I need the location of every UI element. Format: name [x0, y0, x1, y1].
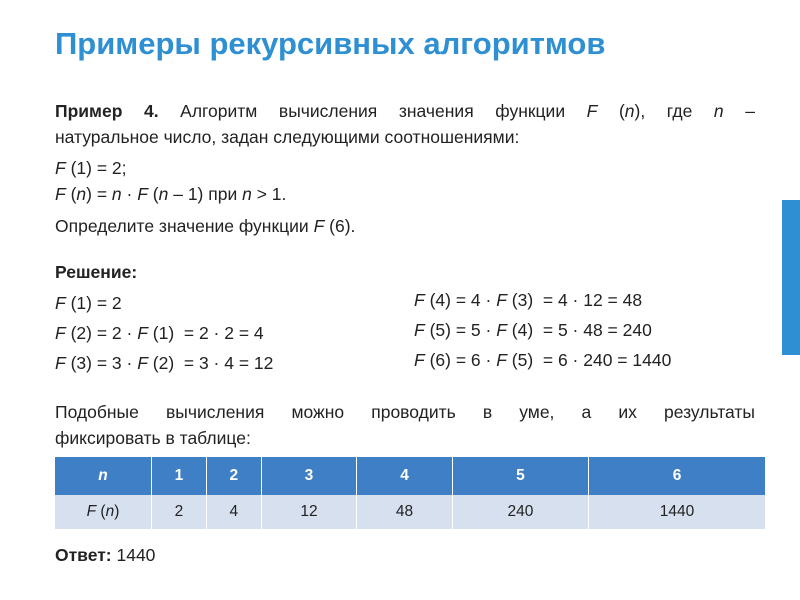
example-label: Пример 4.: [55, 101, 159, 121]
table-header-cell: 4: [357, 457, 453, 495]
table-cell: 240: [452, 495, 588, 529]
table-cell: 4: [206, 495, 261, 529]
table-cell: 1440: [589, 495, 766, 529]
example-statement-line2: натуральное число, задан следующими соотношениями:: [55, 127, 520, 147]
solution-step-f2: F (2) = 2 · F (1) = 2 · 2 = 4: [55, 323, 264, 343]
table-header-cell: 3: [261, 457, 357, 495]
solution-step-f5: F (5) = 5 · F (4) = 5 · 48 = 240: [414, 320, 652, 340]
relation-recursive-case: F (n) = n · F (n – 1) при n > 1.: [55, 184, 287, 204]
solution-step-f3: F (3) = 3 · F (2) = 3 · 4 = 12: [55, 353, 274, 373]
table-header-cell: 5: [452, 457, 588, 495]
example-statement: Пример 4. Алгоритм вычисления значения функции F (n), где n –: [55, 101, 755, 121]
answer: [55, 545, 155, 566]
answer-value: 1440: [111, 545, 156, 565]
slide-title: Примеры рекурсивных алгоритмов: [55, 26, 606, 61]
accent-side-bar: [782, 200, 800, 355]
table-header-cell: 1: [152, 457, 207, 495]
table-header-cell: 2: [206, 457, 261, 495]
table-cell: 2: [152, 495, 207, 529]
note-line2: фиксировать в таблице:: [55, 428, 251, 448]
solution-step-f1: F (1) = 2: [55, 293, 122, 313]
values-table: [55, 457, 766, 529]
table-row: [55, 495, 766, 529]
table-header-row: [55, 457, 766, 495]
table-header-cell: 6: [589, 457, 766, 495]
solution-step-f6: F (6) = 6 · F (5) = 6 · 240 = 1440: [414, 350, 672, 370]
solution-label: Решение:: [55, 262, 138, 282]
solution-step-f4: F (4) = 4 · F (3) = 4 · 12 = 48: [414, 290, 643, 310]
answer-label: Ответ:: [55, 545, 112, 565]
table-cell: 12: [261, 495, 357, 529]
relation-base-case: F (1) = 2;: [55, 158, 127, 178]
question: Определите значение функции F (6).: [55, 216, 356, 236]
table-row-label: F (n): [55, 495, 152, 529]
table-cell: 48: [357, 495, 453, 529]
note-line1: Подобные вычисления можно проводить в уме, а их результаты: [55, 402, 755, 422]
table-header-n: n: [55, 457, 152, 495]
